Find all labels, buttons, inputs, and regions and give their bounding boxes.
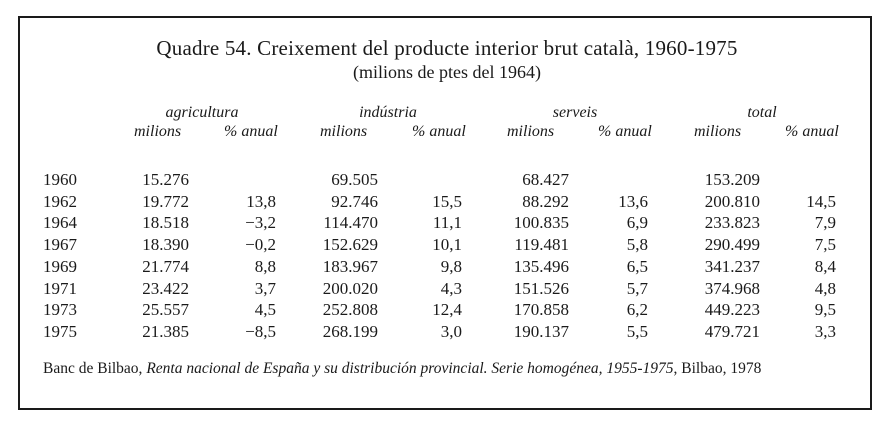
group-header-industria: indústria — [359, 104, 417, 121]
group-header-serveis: serveis — [552, 104, 598, 121]
cell-total-milions: 153.209 — [704, 170, 760, 189]
cell-agricultura-milions: 23.422 — [142, 278, 189, 298]
cell-serveis-anual: 5,7 — [626, 278, 648, 298]
cell-industria-milions: 200.020 — [322, 278, 378, 298]
cell-agricultura-milions: 18.390 — [142, 235, 189, 255]
subheader-total-anual: % anual — [785, 123, 839, 140]
cell-serveis-milions: 119.481 — [514, 235, 569, 255]
cell-industria-milions: 152.629 — [322, 235, 378, 255]
subheader-agricultura-anual: % anual — [224, 123, 278, 140]
cell-industria-milions: 69.505 — [331, 170, 378, 189]
subheader-serveis-milions: milions — [507, 123, 555, 140]
group-header-agricultura: agricultura — [165, 104, 239, 121]
cell-total-milions: 341.237 — [704, 256, 760, 276]
row-year: 1969 — [43, 256, 77, 276]
cell-total-anual: 4,8 — [814, 278, 836, 298]
cell-total-milions: 233.823 — [704, 213, 760, 233]
cell-agricultura-milions: 25.557 — [142, 300, 189, 320]
cell-agricultura-milions: 18.518 — [142, 213, 189, 233]
subheader-agricultura-milions: milions — [134, 123, 182, 140]
cell-industria-milions: 252.808 — [322, 300, 378, 320]
cell-industria-anual: 3,0 — [440, 321, 462, 341]
cell-agricultura-anual: 4,5 — [254, 300, 276, 320]
cell-total-anual: 7,5 — [814, 235, 836, 255]
cell-agricultura-milions: 19.772 — [142, 191, 189, 211]
cell-total-anual: 3,3 — [814, 321, 836, 341]
row-year: 1964 — [43, 213, 77, 233]
cell-serveis-milions: 151.526 — [513, 278, 569, 298]
cell-serveis-anual: 13,6 — [618, 191, 648, 211]
cell-agricultura-anual: 13,8 — [246, 191, 276, 211]
cell-agricultura-anual: 3,7 — [254, 278, 276, 298]
cell-total-milions: 374.968 — [704, 278, 760, 298]
cell-industria-milions: 92.746 — [331, 191, 378, 211]
cell-industria-anual: 15,5 — [432, 191, 462, 211]
row-year: 1960 — [43, 170, 77, 189]
cell-agricultura-milions: 21.385 — [142, 321, 189, 341]
cell-agricultura-milions: 21.774 — [142, 256, 189, 276]
row-year: 1973 — [43, 300, 77, 320]
row-year: 1975 — [43, 321, 77, 341]
cell-agricultura-milions: 15.276 — [142, 170, 189, 189]
cell-serveis-milions: 68.427 — [522, 170, 569, 189]
cell-industria-anual: 9,8 — [440, 256, 462, 276]
cell-serveis-milions: 170.858 — [513, 300, 569, 320]
cell-serveis-anual: 6,5 — [626, 256, 648, 276]
cell-serveis-anual: 5,8 — [626, 235, 648, 255]
cell-total-milions: 479.721 — [704, 321, 760, 341]
row-year: 1971 — [43, 278, 77, 298]
cell-serveis-milions: 88.292 — [522, 191, 569, 211]
subheader-total-milions: milions — [694, 123, 742, 140]
cell-industria-anual: 10,1 — [432, 235, 462, 255]
cell-agricultura-anual: −8,5 — [245, 321, 276, 341]
cell-total-anual: 14,5 — [806, 191, 836, 211]
cell-serveis-milions: 190.137 — [513, 321, 569, 341]
cell-serveis-anual: 5,5 — [626, 321, 648, 341]
cell-industria-anual: 12,4 — [432, 300, 462, 320]
group-header-total: total — [747, 104, 777, 121]
cell-total-anual: 7,9 — [814, 213, 836, 233]
source-work: Renta nacional de España y su distribución provincial. Serie homogénea, 1955-1975 — [146, 360, 674, 377]
cell-agricultura-anual: −0,2 — [245, 235, 276, 255]
cell-serveis-milions: 135.496 — [513, 256, 569, 276]
table-title: Quadre 54. Creixement del producte interior brut català, 1960-1975 — [156, 36, 738, 60]
cell-industria-anual: 11,1 — [432, 213, 462, 233]
cell-total-milions: 200.810 — [704, 191, 760, 211]
cell-agricultura-anual: −3,2 — [245, 213, 276, 233]
cell-industria-milions: 183.967 — [322, 256, 378, 276]
table-subtitle: (milions de ptes del 1964) — [353, 62, 541, 82]
cell-serveis-anual: 6,2 — [626, 300, 648, 320]
cell-total-milions: 290.499 — [704, 235, 760, 255]
subheader-industria-milions: milions — [320, 123, 368, 140]
cell-industria-milions: 114.470 — [323, 213, 378, 233]
cell-total-anual: 9,5 — [814, 300, 836, 320]
row-year: 1962 — [43, 191, 77, 211]
cell-industria-milions: 268.199 — [322, 321, 378, 341]
cell-total-milions: 449.223 — [704, 300, 760, 320]
cell-agricultura-anual: 8,8 — [254, 256, 276, 276]
subheader-serveis-anual: % anual — [598, 123, 652, 140]
cell-total-anual: 8,4 — [814, 256, 836, 276]
source-note — [43, 360, 863, 378]
source-author: Banc de Bilbao, — [43, 360, 147, 377]
cell-serveis-milions: 100.835 — [513, 213, 569, 233]
source-place: , Bilbao, 1978 — [673, 360, 762, 377]
cell-industria-anual: 4,3 — [440, 278, 462, 298]
row-year: 1967 — [43, 235, 77, 255]
subheader-industria-anual: % anual — [412, 123, 466, 140]
cell-serveis-anual: 6,9 — [626, 213, 648, 233]
